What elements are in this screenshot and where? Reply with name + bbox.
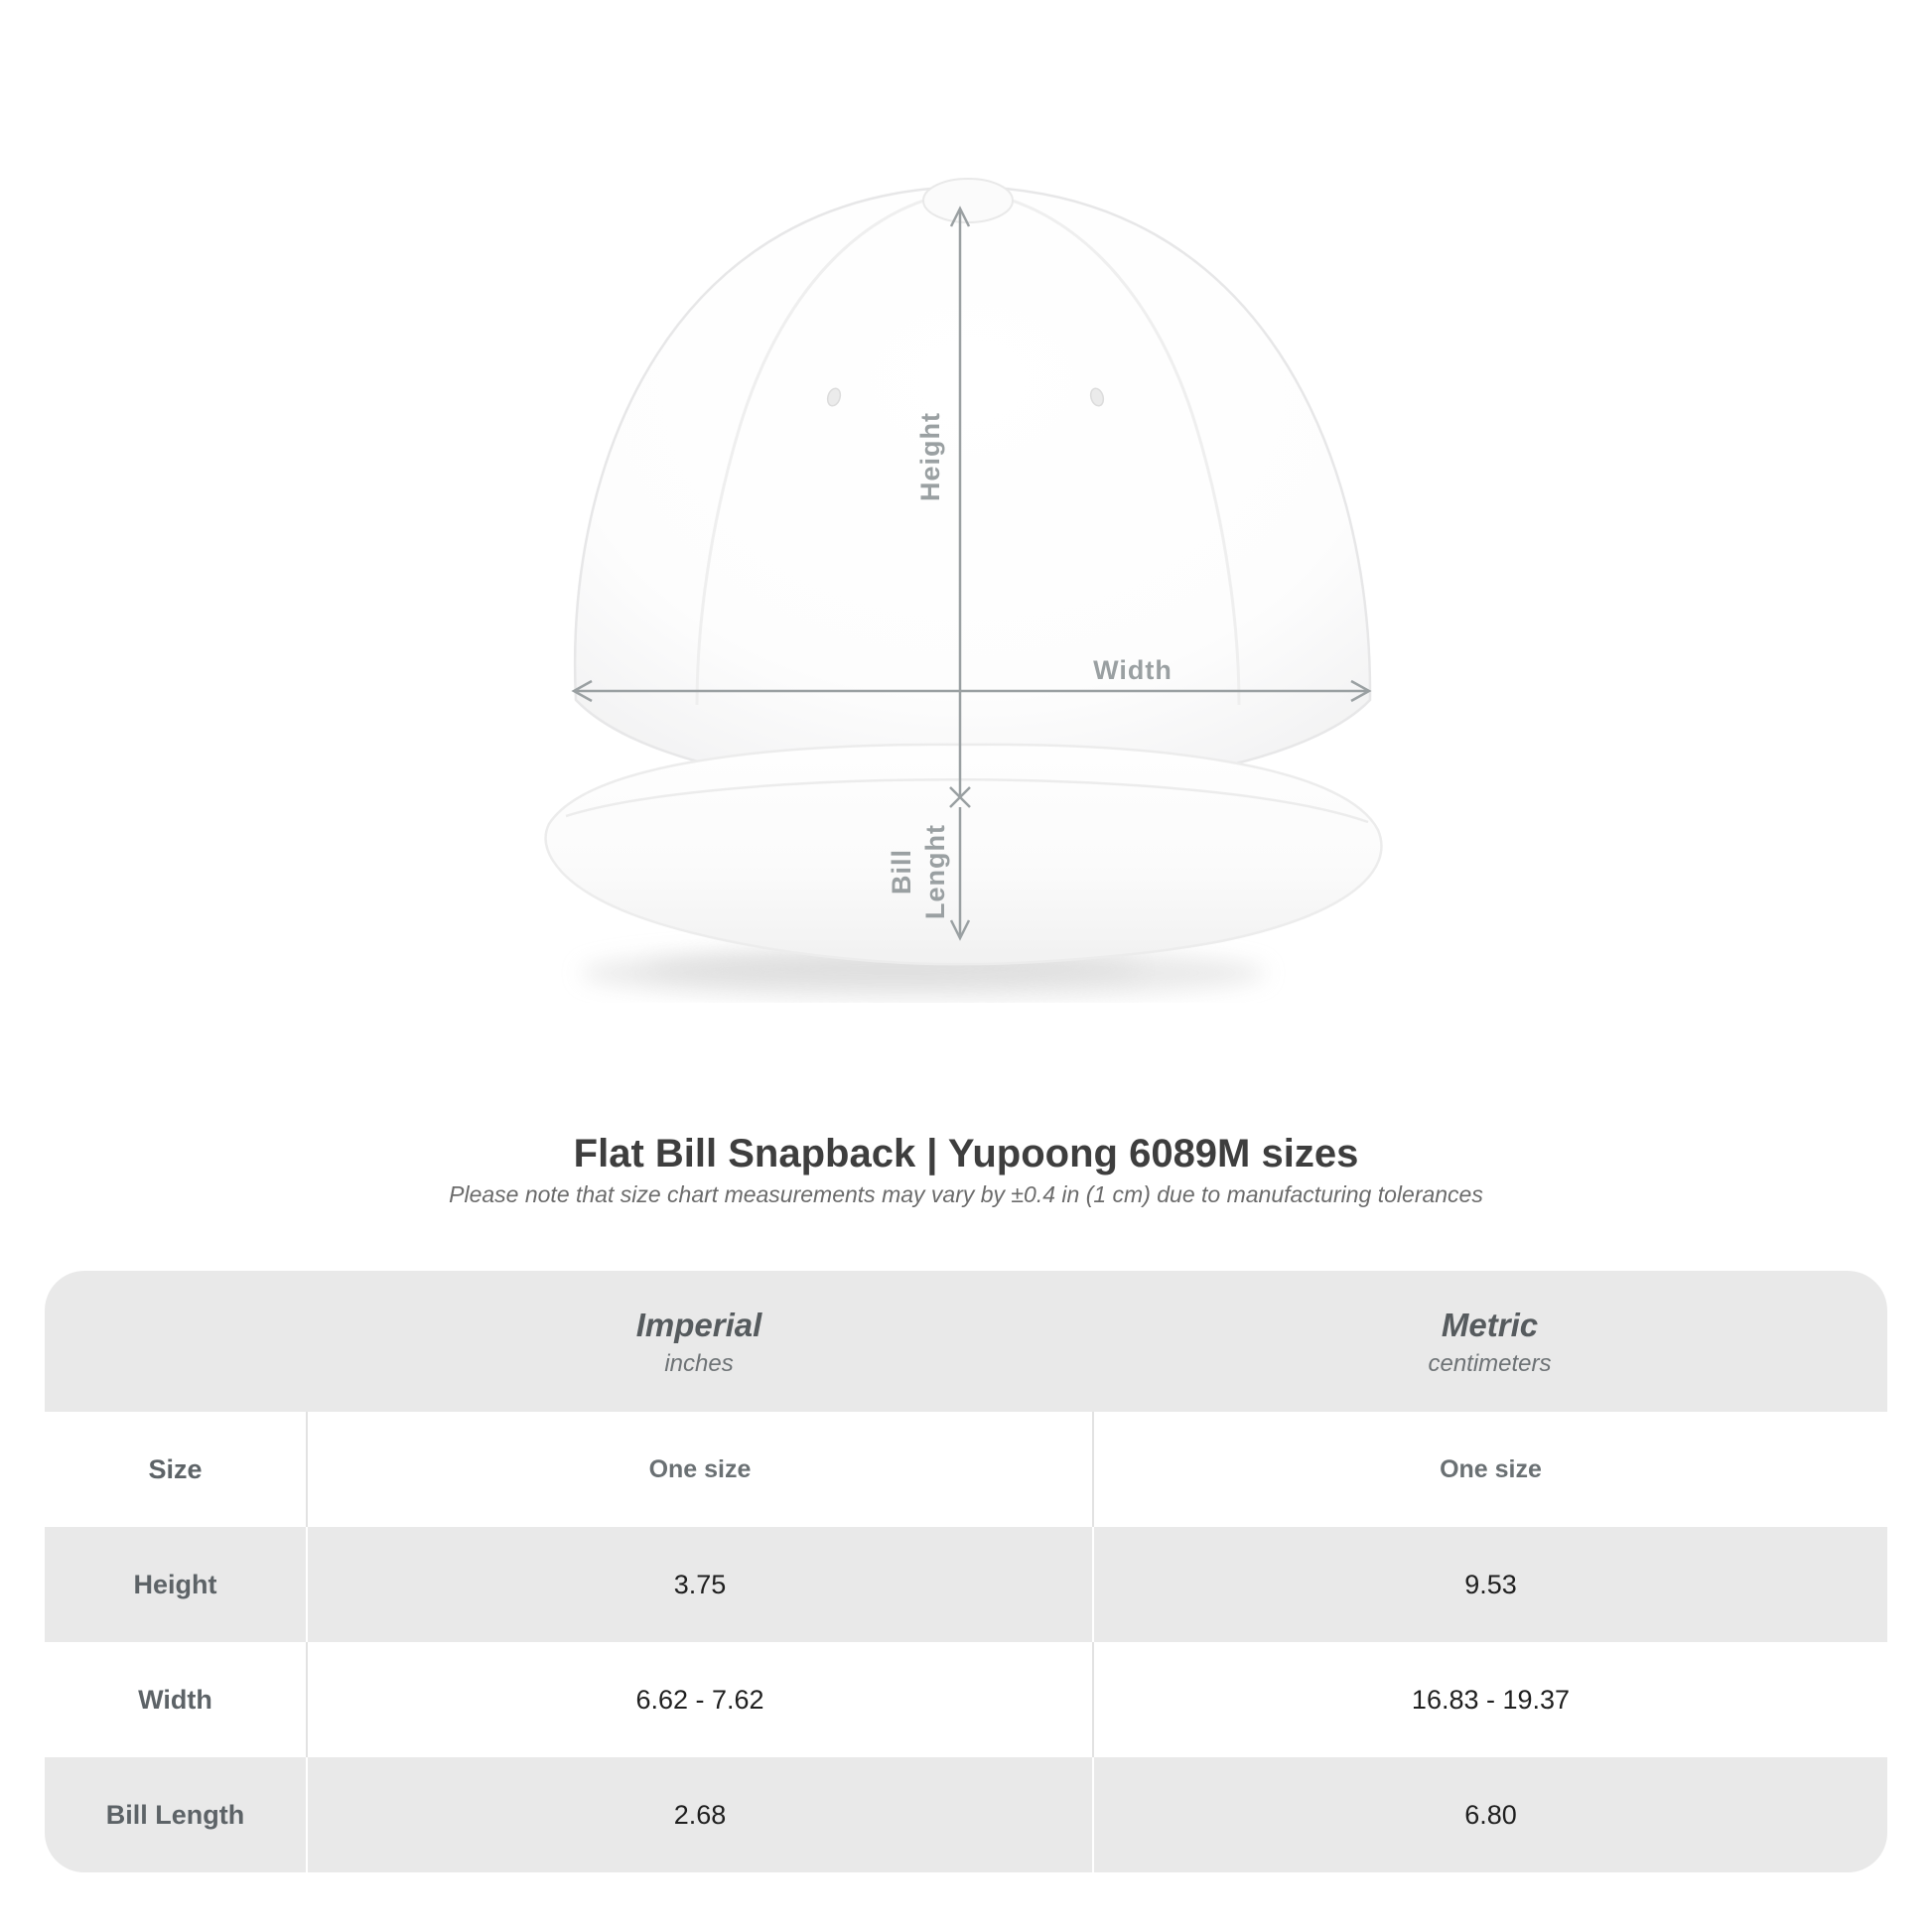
imperial-value: 3.75 <box>306 1527 1092 1642</box>
imperial-unit-label: inches <box>664 1350 734 1377</box>
metric-value: One size <box>1092 1412 1887 1527</box>
size-table <box>45 1271 1887 1872</box>
tolerance-note: Please note that size chart measurements may vary by ±0.4 in (1 cm) due to manufacturing tolerances <box>449 1181 1483 1207</box>
row-label: Bill Length <box>105 1799 245 1830</box>
metric-value: 9.53 <box>1092 1527 1887 1642</box>
imperial-column-header <box>306 1271 1092 1412</box>
snapback-hat-illustration <box>427 129 1519 1003</box>
row-label: Width <box>138 1684 212 1715</box>
metric-column-header <box>1092 1271 1887 1412</box>
page-title: Flat Bill Snapback | Yupoong 6089M sizes <box>573 1132 1359 1175</box>
imperial-value: One size <box>306 1412 1092 1527</box>
bill-length-dimension-label-line1: Bill <box>887 848 916 896</box>
hat-diagram <box>427 129 1519 1003</box>
width-dimension-label: Width <box>1093 655 1173 685</box>
bill-length-dimension-label-line2: Lenght <box>920 824 950 919</box>
metric-value: 6.80 <box>1092 1757 1887 1872</box>
hat-button <box>923 179 1013 222</box>
table-row-size <box>45 1412 1887 1527</box>
metric-value: 16.83 - 19.37 <box>1092 1642 1887 1757</box>
height-dimension-label: Height <box>915 412 945 501</box>
row-label: Size <box>148 1453 203 1484</box>
row-label: Height <box>133 1569 217 1599</box>
table-row-bill-length <box>45 1757 1887 1872</box>
table-row-height <box>45 1527 1887 1642</box>
metric-label: Metric <box>1441 1307 1539 1343</box>
imperial-value: 2.68 <box>306 1757 1092 1872</box>
imperial-label: Imperial <box>635 1307 762 1343</box>
table-row-width <box>45 1642 1887 1757</box>
hat-crown <box>575 179 1370 793</box>
table-header <box>45 1271 1887 1412</box>
imperial-value: 6.62 - 7.62 <box>306 1642 1092 1757</box>
metric-unit-label: centimeters <box>1428 1350 1552 1377</box>
